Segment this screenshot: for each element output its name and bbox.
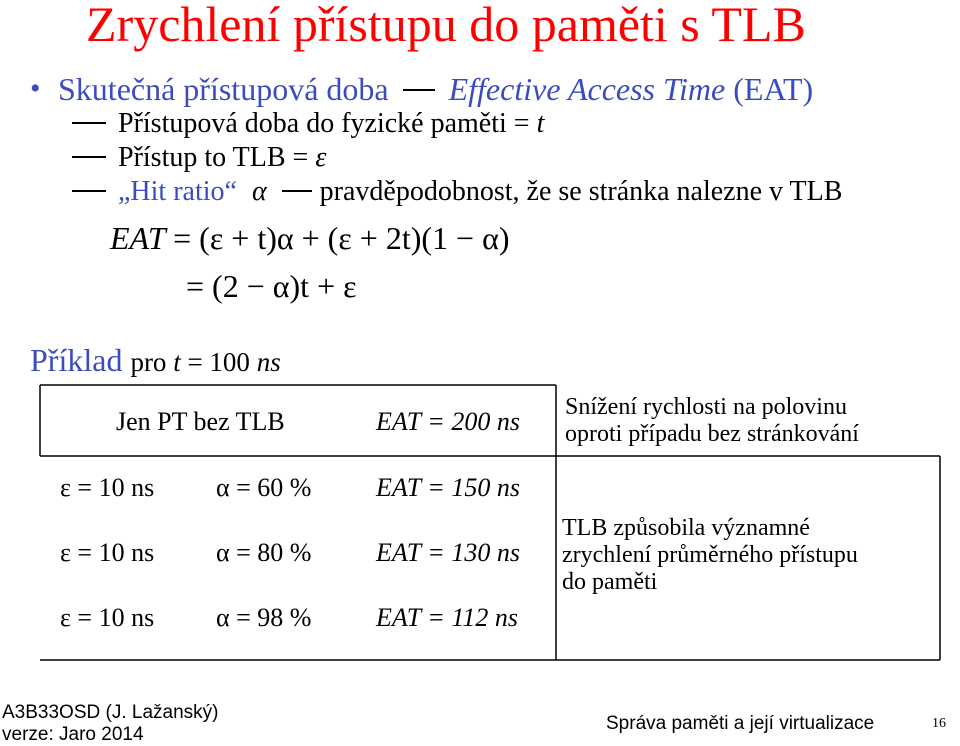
- footer-topic: Správa paměti a její virtualizace: [606, 713, 875, 734]
- bullet-text: Skutečná přístupová doba: [58, 71, 389, 107]
- footer-course: A3B33OSD (J. Lažanský): [2, 702, 219, 723]
- bullet-abbr: (EAT): [733, 71, 814, 107]
- row-2-eps: ε = 10 ns: [60, 538, 155, 567]
- row-3-alpha: α = 98 %: [216, 603, 312, 632]
- row-2-eat: EAT = 130 ns: [376, 538, 520, 567]
- tlb-note: TLB způsobila významné zrychlení průměrného přístupu do paměti: [562, 515, 858, 595]
- header-note: Snížení rychlosti na polovinu oproti případu bez stránkování: [565, 394, 859, 447]
- header-no-tlb: Jen PT bez TLB: [116, 407, 285, 436]
- header-eat: EAT = 200 ns: [376, 407, 520, 436]
- page-number: 16: [932, 716, 946, 731]
- example-heading: Příklad pro t = 100 ns: [30, 342, 281, 378]
- equation-line-2: = (2 − α)t + ε: [186, 268, 357, 304]
- slide-title: Zrychlení přístupu do paměti s TLB: [86, 0, 806, 52]
- row-1-eat: EAT = 150 ns: [376, 473, 520, 502]
- bullet-dot: •: [30, 72, 41, 105]
- row-3-eat: EAT = 112 ns: [376, 603, 519, 632]
- sub-item-hit-ratio: „Hit ratio“ α pravděpodobnost, že se stránka nalezne v TLB: [72, 175, 842, 209]
- row-3-eps: ε = 10 ns: [60, 603, 155, 632]
- footer-version: verze: Jaro 2014: [2, 724, 144, 745]
- sub-item-physical: Přístupová doba do fyzické paměti = t: [72, 107, 544, 141]
- row-1-alpha: α = 60 %: [216, 473, 312, 502]
- row-2-alpha: α = 80 %: [216, 538, 312, 567]
- equation-line-1: EAT = (ε + t)α + (ε + 2t)(1 − α): [110, 220, 510, 256]
- row-1-eps: ε = 10 ns: [60, 473, 155, 502]
- sub-item-tlb: Přístup to TLB = ε: [72, 141, 326, 175]
- bullet-english: Effective Access Time: [448, 71, 726, 107]
